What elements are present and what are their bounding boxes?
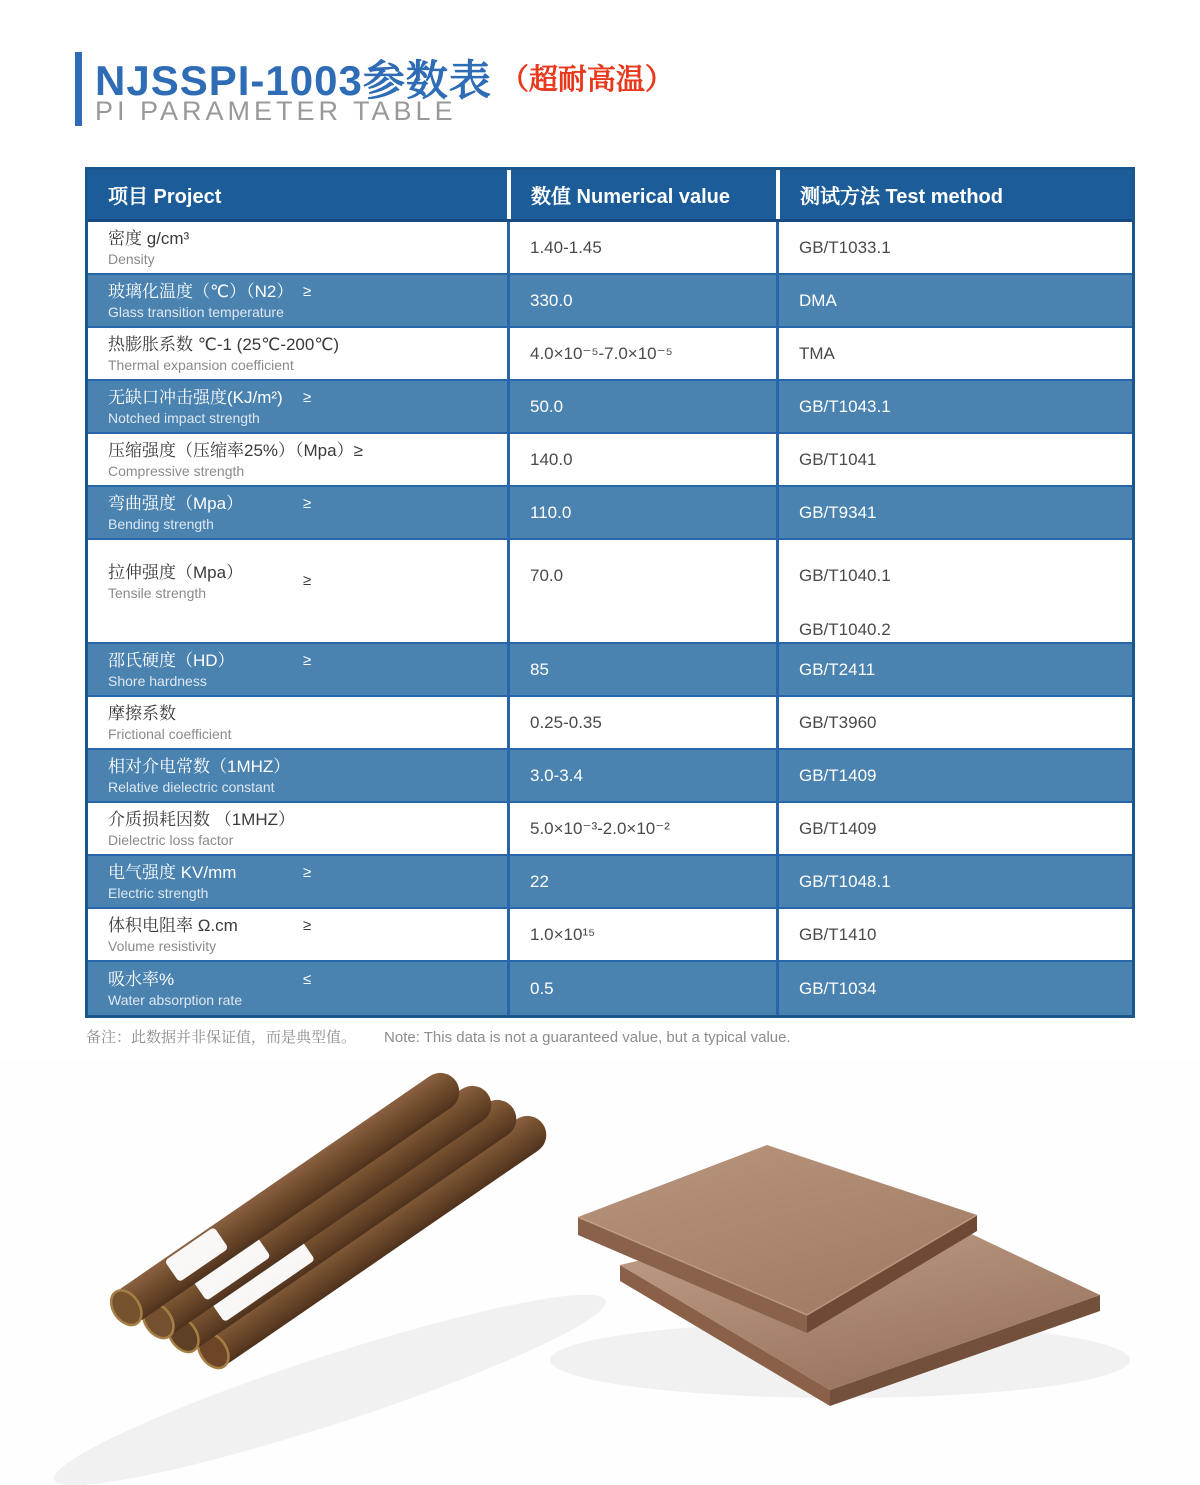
table-body bbox=[88, 222, 1132, 1015]
test-method: GB/T9341 bbox=[799, 502, 877, 522]
param-label-zh: 拉伸强度（Mpa） ≥ bbox=[108, 562, 507, 584]
table-row bbox=[88, 750, 1132, 803]
threshold-symbol: ≥ bbox=[303, 916, 312, 934]
table-row bbox=[88, 275, 1132, 328]
test-method: DMA bbox=[799, 290, 837, 310]
param-value-cell: 140.0 bbox=[507, 434, 776, 485]
param-label-zh: 无缺口冲击强度(KJ/m²) ≥ bbox=[108, 387, 312, 407]
param-label-en: Density bbox=[108, 250, 155, 267]
param-value-cell: 50.0 bbox=[507, 381, 776, 432]
param-label-en: Frictional coefficient bbox=[108, 725, 232, 742]
test-method: GB/T1043.1 bbox=[799, 396, 891, 416]
test-method-cell bbox=[776, 487, 1132, 538]
page-title-tag: （超耐高温） bbox=[499, 64, 674, 96]
table-row bbox=[88, 381, 1132, 434]
param-value-cell: 85 bbox=[507, 644, 776, 695]
param-label-cell bbox=[88, 697, 507, 748]
test-method-cell bbox=[776, 962, 1132, 1015]
table-header-row bbox=[88, 170, 1132, 222]
param-label-cell bbox=[88, 381, 507, 432]
param-label-zh: 玻璃化温度（℃）（N2） ≥ bbox=[108, 281, 312, 301]
param-label-cell bbox=[88, 803, 507, 854]
table-row bbox=[88, 962, 1132, 1015]
param-label-zh: 邵氏硬度（HD） ≥ bbox=[108, 650, 312, 670]
test-method-cell bbox=[776, 644, 1132, 695]
param-value-cell: 0.5 bbox=[507, 962, 776, 1015]
test-method-cell bbox=[776, 275, 1132, 326]
table-row bbox=[88, 644, 1132, 697]
threshold-symbol: ≥ bbox=[303, 572, 312, 589]
test-method: GB/T1033.1 bbox=[799, 237, 891, 257]
test-method-cell bbox=[776, 222, 1132, 273]
test-method-cell bbox=[776, 856, 1132, 907]
threshold-symbol: ≥ bbox=[303, 651, 312, 669]
param-label-en: Glass transition temperature bbox=[108, 303, 284, 320]
param-label-en: Electric strength bbox=[108, 884, 209, 901]
test-method: GB/T1034 bbox=[799, 978, 877, 998]
parameter-table bbox=[85, 167, 1135, 1018]
test-method-cell bbox=[776, 697, 1132, 748]
param-label-cell bbox=[88, 487, 507, 538]
threshold-symbol: ≤ bbox=[303, 970, 312, 988]
param-label-zh: 密度 g/cm³ bbox=[108, 228, 190, 248]
test-method-cell bbox=[776, 540, 1132, 642]
test-method-cell bbox=[776, 434, 1132, 485]
param-label-en: Bending strength bbox=[108, 515, 214, 532]
param-value-cell: 1.0×10¹⁵ bbox=[507, 909, 776, 960]
param-value-cell: 70.0 bbox=[507, 540, 776, 642]
param-value-cell: 22 bbox=[507, 856, 776, 907]
param-label-cell bbox=[88, 328, 507, 379]
table-row bbox=[88, 222, 1132, 275]
table-row bbox=[88, 487, 1132, 540]
test-method-cell bbox=[776, 328, 1132, 379]
param-label-en: Dielectric loss factor bbox=[108, 831, 234, 848]
threshold-symbol: ≥ bbox=[303, 863, 312, 881]
footnote bbox=[86, 1026, 791, 1047]
table-row bbox=[88, 434, 1132, 487]
param-label-en: Volume resistivity bbox=[108, 937, 217, 954]
test-method: GB/T3960 bbox=[799, 712, 877, 732]
param-label-en: Notched impact strength bbox=[108, 409, 260, 426]
test-method: GB/T1041 bbox=[799, 449, 877, 469]
param-label-en: Shore hardness bbox=[108, 672, 207, 689]
title-accent-bar bbox=[75, 52, 82, 126]
param-label-cell bbox=[88, 750, 507, 801]
param-label-cell bbox=[88, 909, 507, 960]
param-label-zh: 摩擦系数 bbox=[108, 703, 176, 723]
param-value-cell: 0.25-0.35 bbox=[507, 697, 776, 748]
footnote-zh: 备注：此数据并非保证值，而是典型值。 bbox=[86, 1029, 357, 1046]
param-label-zh: 热膨胀系数 ℃-1 (25℃-200℃) bbox=[108, 334, 340, 354]
threshold-symbol: ≥ bbox=[303, 282, 312, 300]
table-row bbox=[88, 540, 1132, 644]
param-value-cell: 4.0×10⁻⁵-7.0×10⁻⁵ bbox=[507, 328, 776, 379]
param-value-cell: 1.40-1.45 bbox=[507, 222, 776, 273]
param-label-zh: 弯曲强度（Mpa） ≥ bbox=[108, 493, 312, 513]
param-value-cell: 110.0 bbox=[507, 487, 776, 538]
param-value-cell: 3.0-3.4 bbox=[507, 750, 776, 801]
test-method: GB/T2411 bbox=[799, 659, 876, 679]
test-method-secondary: GB/T1040.2 bbox=[799, 620, 891, 639]
test-method: GB/T1410 bbox=[799, 924, 877, 944]
param-label-cell bbox=[88, 644, 507, 695]
table-row bbox=[88, 803, 1132, 856]
param-label-cell bbox=[88, 222, 507, 273]
test-method: GB/T1040.1 bbox=[799, 566, 891, 585]
param-label-en: Compressive strength bbox=[108, 462, 245, 479]
column-header-value: 数值 Numerical value bbox=[507, 170, 776, 219]
param-label-zh: 吸水率% ≤ bbox=[108, 969, 312, 989]
test-method-cell bbox=[776, 803, 1132, 854]
threshold-symbol: ≥ bbox=[303, 388, 312, 406]
test-method-cell bbox=[776, 909, 1132, 960]
param-label-zh: 相对介电常数（1MHZ） bbox=[108, 756, 291, 776]
param-label-zh: 介质损耗因数 （1MHZ） bbox=[108, 809, 295, 829]
table-row bbox=[88, 697, 1132, 750]
threshold-symbol: ≥ bbox=[303, 494, 312, 512]
test-method: GB/T1048.1 bbox=[799, 871, 891, 891]
footnote-en: Note: This data is not a guaranteed value, but a typical value. bbox=[384, 1029, 791, 1046]
param-value-cell: 5.0×10⁻³-2.0×10⁻² bbox=[507, 803, 776, 854]
param-label-zh: 电气强度 KV/mm ≥ bbox=[108, 862, 312, 882]
param-label-zh: 体积电阻率 Ω.cm ≥ bbox=[108, 915, 312, 935]
param-label-en: Tensile strength bbox=[108, 585, 207, 601]
test-method: GB/T1409 bbox=[799, 765, 877, 785]
test-method-cell bbox=[776, 381, 1132, 432]
table-row bbox=[88, 328, 1132, 381]
param-label-en: Relative dielectric constant bbox=[108, 778, 275, 795]
page-title: NJSSPI-1003参数表 bbox=[95, 57, 492, 104]
param-label-cell bbox=[88, 540, 507, 642]
test-method: TMA bbox=[799, 343, 835, 363]
param-label-cell bbox=[88, 962, 507, 1015]
column-header-method: 测试方法 Test method bbox=[776, 170, 1132, 219]
param-label-cell bbox=[88, 434, 507, 485]
product-photo bbox=[0, 1060, 1200, 1485]
param-label-cell bbox=[88, 275, 507, 326]
param-label-cell bbox=[88, 856, 507, 907]
page-subtitle: PI PARAMETER TABLE bbox=[95, 96, 457, 126]
param-label-zh: 压缩强度（压缩率25%）（Mpa）≥ bbox=[108, 440, 363, 460]
param-label-en: Water absorption rate bbox=[108, 991, 243, 1008]
test-method-cell bbox=[776, 750, 1132, 801]
table-row bbox=[88, 909, 1132, 962]
column-header-project: 项目 Project bbox=[108, 186, 222, 208]
test-method: GB/T1409 bbox=[799, 818, 877, 838]
param-label-en: Thermal expansion coefficient bbox=[108, 356, 294, 373]
param-value-cell: 330.0 bbox=[507, 275, 776, 326]
table-row bbox=[88, 856, 1132, 909]
